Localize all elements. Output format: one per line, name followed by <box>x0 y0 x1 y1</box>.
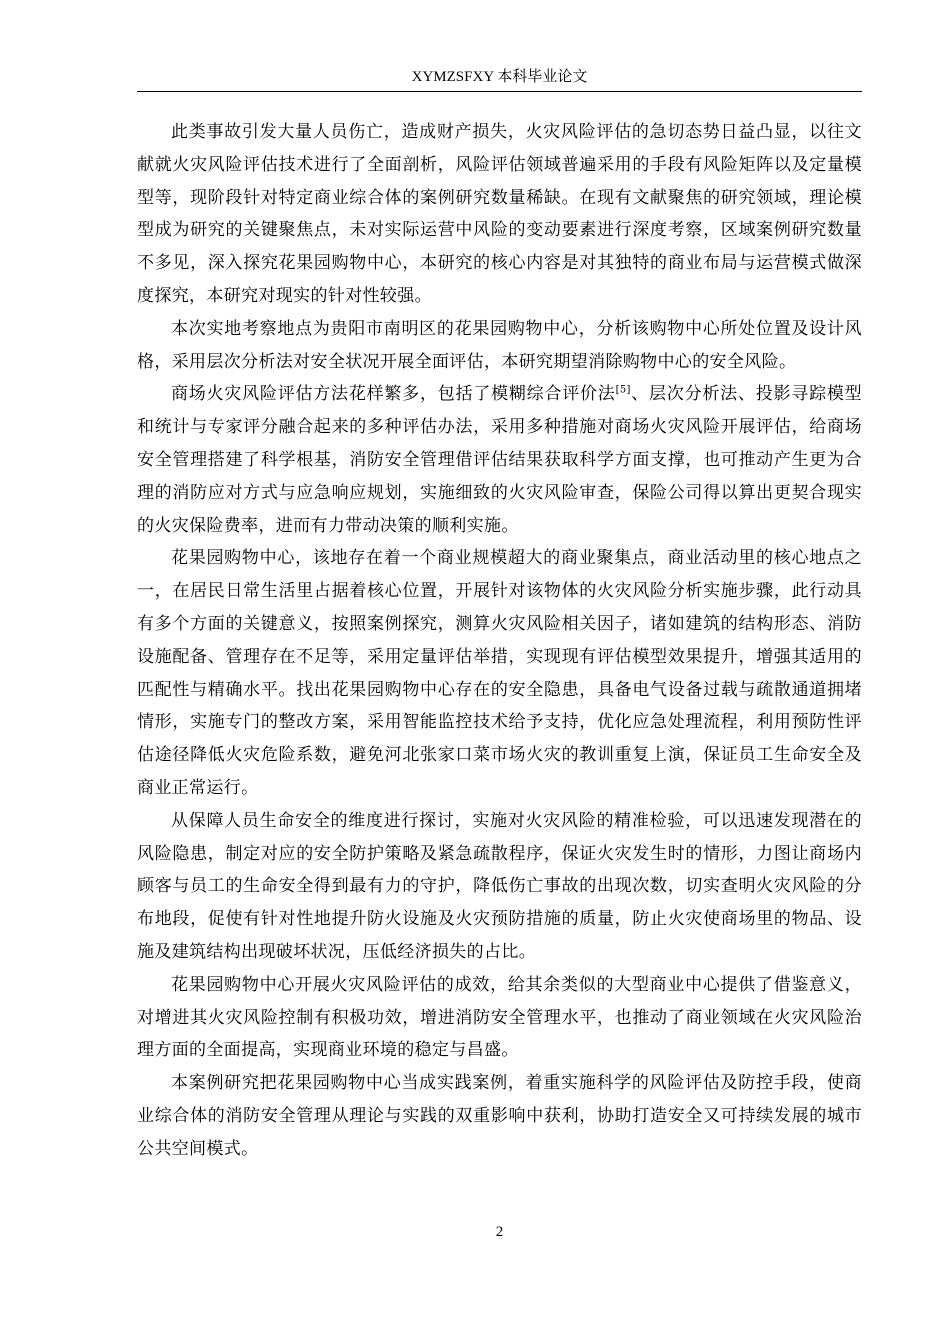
paragraph-4: 花果园购物中心，该地存在着一个商业规模超大的商业聚集点，商业活动里的核心地点之一，在居民日常生活里占据着核心位置，开展针对该物体的火灾风险分析实施步骤，此行动具有多个方面的关键意义，按照案例探究，测算火灾风险相关因子，诸如建筑的结构形态、消防设施配备、管理存在不足等，采用定量评估举措，实现现有评估模型效果提升，增强其适用的匹配性与精确水平。找出花果园购物中心存在的安全隐患，具备电气设备过载与疏散通道拥堵情形，实施专门的整改方案，采用智能监控技术给予支持，优化应急处理流程，利用预防性评估途径降低火灾危险系数，避免河北张家口菜市场火灾的教训重复上演，保证员工生命安全及商业正常运行。 <box>137 548 862 798</box>
citation-reference: [5] <box>615 384 631 396</box>
paragraph-3 <box>137 378 862 542</box>
running-header: XYMZSFXY 本科毕业论文 <box>411 69 588 85</box>
header-rule <box>137 91 862 92</box>
page-number: 2 <box>495 1224 504 1240</box>
paragraph-7: 本案例研究把花果园购物中心当成实践案例，着重实施科学的风险评估及防控手段，使商业综合体的消防安全管理从理论与实践的双重影响中获利，协助打造安全又可持续发展的城市公共空间模式。 <box>137 1073 862 1159</box>
paragraph-2: 本次实地考察地点为贵阳市南明区的花果园购物中心，分析该购物中心所处位置及设计风格，采用层次分析法对安全状况开展全面评估，本研究期望消除购物中心的安全风险。 <box>137 318 862 372</box>
paragraph-1: 此类事故引发大量人员伤亡，造成财产损失，火灾风险评估的急切态势日益凸显，以往文献就火灾风险评估技术进行了全面剖析，风险评估领域普遍采用的手段有风险矩阵以及定量模型等，现阶段针对特定商业综合体的案例研究数量稀缺。在现有文献聚焦的研究领域，理论模型成为研究的关键聚焦点，未对实际运营中风险的变动要素进行深度考察，区域案例研究数量不多见，深入探究花果园购物中心，本研究的核心内容是对其独特的商业布局与运营模式做深度探究，本研究对现实的针对性较强。 <box>137 122 862 306</box>
paragraph-3-text-after: 、层次分析法、投影寻踪模型和统计与专家评分融合起来的多种评估办法，采用多种措施对商场火灾风险开展评估，给商场安全管理搭建了科学根基，消防安全管理借评估结果获取科学方面支撑，也可推动产生更为合理的消防应对方式与应急响应规划，实施细致的火灾风险审查，保险公司得以算出更契合现实的火灾保险费率，进而有力带动决策的顺利实施。 <box>137 384 862 536</box>
paragraph-3-text-before: 商场火灾风险评估方法花样繁多，包括了模糊综合评价法 <box>171 384 616 405</box>
body-text <box>137 116 862 1166</box>
paragraph-5: 从保障人员生命安全的维度进行探讨，实施对火灾风险的精准检验，可以迅速发现潜在的风险隐患，制定对应的安全防护策略及紧急疏散程序，保证火灾发生时的情形，力图让商场内顾客与员工的生命安全得到最有力的守护，降低伤亡事故的出现次数，切实查明火灾风险的分布地段，促使有针对性地提升防火设施及火灾预防措施的质量，防止火灾使商场里的物品、设施及建筑结构出现破坏状况，压低经济损失的占比。 <box>137 810 862 962</box>
paragraph-6: 花果园购物中心开展火灾风险评估的成效，给其余类似的大型商业中心提供了借鉴意义，对增进其火灾风险控制有积极功效，增进消防安全管理水平，也推动了商业领域在火灾风险治理方面的全面提高，实现商业环境的稳定与昌盛。 <box>137 974 862 1061</box>
